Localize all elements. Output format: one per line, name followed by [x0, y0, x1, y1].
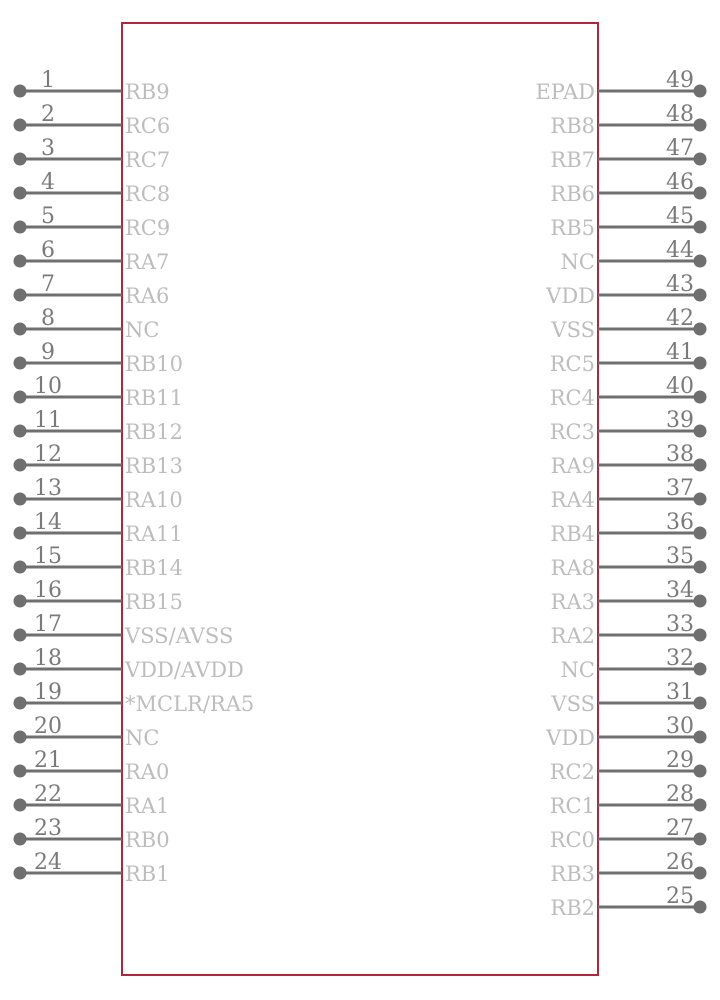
pin-name-label: RC3	[549, 420, 595, 444]
pin-endpoint-dot	[14, 187, 27, 200]
pin-endpoint-dot	[14, 493, 27, 506]
pin-11	[14, 408, 183, 444]
pin-number-label: 47	[666, 136, 694, 161]
pin-number-label: 21	[34, 748, 62, 773]
pin-2	[14, 102, 171, 138]
pin-7	[14, 272, 170, 308]
pin-endpoint-dot	[694, 731, 707, 744]
pin-name-label: RA0	[125, 760, 170, 784]
pin-name-label: RB1	[125, 862, 170, 886]
pin-endpoint-dot	[14, 697, 27, 710]
pin-endpoint-dot	[14, 799, 27, 812]
pin-endpoint-dot	[14, 425, 27, 438]
pin-33	[551, 612, 707, 648]
pin-49	[535, 68, 706, 104]
pin-name-label: RC2	[549, 760, 595, 784]
pin-name-label: VSS	[551, 318, 595, 342]
pin-number-label: 1	[41, 68, 55, 93]
pin-name-label: RA9	[550, 454, 595, 478]
pin-endpoint-dot	[694, 527, 707, 540]
pin-name-label: RB5	[550, 216, 595, 240]
pin-45	[550, 204, 706, 240]
pin-31	[550, 680, 706, 716]
pin-name-label: NC	[560, 658, 595, 682]
pin-48	[550, 102, 706, 138]
pin-name-label: VDD	[546, 284, 595, 308]
pin-name-label: RA11	[125, 522, 183, 546]
pin-number-label: 4	[41, 170, 55, 195]
pin-name-label: RB10	[125, 352, 183, 376]
pin-23	[14, 816, 170, 852]
pin-endpoint-dot	[694, 391, 707, 404]
pin-name-label: RB6	[550, 182, 595, 206]
pin-endpoint-dot	[14, 289, 27, 302]
pin-37	[551, 476, 707, 512]
pin-number-label: 36	[666, 510, 694, 535]
pin-endpoint-dot	[14, 833, 27, 846]
pin-name-label: RC7	[125, 148, 171, 172]
pin-number-label: 35	[666, 544, 694, 569]
pin-number-label: 39	[666, 408, 694, 433]
pin-name-label: NC	[125, 726, 160, 750]
pin-15	[14, 544, 183, 580]
pin-endpoint-dot	[14, 867, 27, 880]
pin-name-label: RA1	[125, 794, 170, 818]
pin-name-label: RC9	[125, 216, 171, 240]
pin-number-label: 32	[666, 646, 694, 671]
pin-name-label: *MCLR/RA5	[125, 692, 255, 716]
pin-name-label: VDD	[546, 726, 595, 750]
pin-name-label: RC1	[549, 794, 595, 818]
pin-name-label: NC	[560, 250, 595, 274]
pin-number-label: 44	[666, 238, 694, 263]
pin-number-label: 41	[666, 340, 694, 365]
pin-number-label: 48	[666, 102, 694, 127]
pin-30	[545, 714, 706, 750]
pin-number-label: 13	[34, 476, 62, 501]
pin-endpoint-dot	[694, 289, 707, 302]
pin-13	[14, 476, 183, 512]
pin-number-label: 31	[666, 680, 694, 705]
pin-name-label: RB13	[125, 454, 183, 478]
pin-number-label: 23	[34, 816, 62, 841]
pin-1	[14, 68, 170, 104]
pin-endpoint-dot	[694, 595, 707, 608]
pin-32	[561, 646, 707, 682]
pin-24	[14, 850, 170, 886]
pin-number-label: 38	[666, 442, 694, 467]
pin-name-label: VDD/AVDD	[125, 658, 244, 682]
pin-endpoint-dot	[694, 799, 707, 812]
pin-number-label: 12	[34, 442, 62, 467]
pin-14	[14, 510, 183, 546]
pin-name-label: RC6	[125, 114, 171, 138]
pin-name-label: RA6	[125, 284, 170, 308]
pin-endpoint-dot	[14, 85, 27, 98]
pin-number-label: 11	[34, 408, 62, 433]
pin-number-label: 24	[34, 850, 62, 875]
pin-name-label: RA2	[550, 624, 595, 648]
pin-name-label: RA10	[125, 488, 183, 512]
left-pin-group	[14, 68, 255, 886]
pin-number-label: 49	[666, 68, 694, 93]
pin-3	[14, 136, 171, 172]
pin-endpoint-dot	[694, 323, 707, 336]
pin-endpoint-dot	[694, 561, 707, 574]
pin-5	[14, 204, 171, 240]
pin-number-label: 28	[666, 782, 694, 807]
pin-number-label: 26	[666, 850, 694, 875]
pin-number-label: 7	[41, 272, 55, 297]
pin-endpoint-dot	[14, 527, 27, 540]
pin-number-label: 33	[666, 612, 694, 637]
pin-name-label: RC4	[549, 386, 595, 410]
pin-number-label: 14	[34, 510, 62, 535]
pin-39	[550, 408, 707, 444]
pin-endpoint-dot	[694, 187, 707, 200]
pin-number-label: 34	[666, 578, 694, 603]
pin-endpoint-dot	[14, 255, 27, 268]
pin-16	[14, 578, 183, 614]
pin-26	[550, 850, 706, 886]
pin-10	[14, 374, 183, 410]
pin-name-label: RC0	[549, 828, 595, 852]
pin-number-label: 6	[41, 238, 55, 263]
pin-name-label: EPAD	[535, 80, 595, 104]
pin-number-label: 46	[666, 170, 694, 195]
pin-36	[550, 510, 706, 546]
pin-number-label: 5	[41, 204, 55, 229]
pin-number-label: 27	[666, 816, 694, 841]
pin-number-label: 17	[34, 612, 62, 637]
pin-endpoint-dot	[694, 629, 707, 642]
pin-endpoint-dot	[694, 153, 707, 166]
pin-17	[14, 612, 234, 648]
pin-endpoint-dot	[14, 731, 27, 744]
pin-name-label: RB8	[550, 114, 595, 138]
pin-name-label: RA4	[550, 488, 595, 512]
pin-endpoint-dot	[14, 391, 27, 404]
pin-endpoint-dot	[14, 595, 27, 608]
pin-endpoint-dot	[14, 357, 27, 370]
pin-27	[550, 816, 707, 852]
pin-number-label: 16	[34, 578, 62, 603]
pin-41	[550, 340, 707, 376]
pin-number-label: 29	[666, 748, 694, 773]
pin-18	[14, 646, 244, 682]
pin-20	[14, 714, 160, 750]
pin-endpoint-dot	[694, 765, 707, 778]
pin-endpoint-dot	[14, 323, 27, 336]
pin-38	[551, 442, 707, 478]
pin-43	[545, 272, 706, 308]
pin-number-label: 8	[41, 306, 55, 331]
pin-endpoint-dot	[14, 119, 27, 132]
pin-number-label: 42	[666, 306, 694, 331]
pin-name-label: RA3	[550, 590, 595, 614]
pin-name-label: RB15	[125, 590, 183, 614]
pin-19	[14, 680, 255, 716]
pin-25	[550, 884, 706, 920]
pin-number-label: 22	[34, 782, 62, 807]
pin-name-label: NC	[125, 318, 160, 342]
pin-endpoint-dot	[14, 561, 27, 574]
pin-8	[14, 306, 160, 342]
pin-endpoint-dot	[14, 765, 27, 778]
pin-name-label: RB11	[125, 386, 183, 410]
pin-name-label: RC5	[549, 352, 595, 376]
pin-name-label: VSS/AVSS	[125, 624, 234, 648]
pin-name-label: RB14	[125, 556, 183, 580]
pin-name-label: RB3	[550, 862, 595, 886]
pin-number-label: 19	[34, 680, 62, 705]
pin-name-label: RB4	[550, 522, 595, 546]
pin-name-label: RB12	[125, 420, 183, 444]
pin-endpoint-dot	[14, 629, 27, 642]
pin-29	[550, 748, 707, 784]
component-body	[122, 23, 598, 975]
pin-number-label: 30	[666, 714, 694, 739]
pin-name-label: RB2	[550, 896, 595, 920]
pin-4	[14, 170, 171, 206]
pin-44	[561, 238, 707, 274]
pin-name-label: VSS	[551, 692, 595, 716]
pin-endpoint-dot	[694, 833, 707, 846]
pin-number-label: 10	[34, 374, 62, 399]
pin-number-label: 15	[34, 544, 62, 569]
pin-6	[14, 238, 170, 274]
pin-endpoint-dot	[694, 459, 707, 472]
pin-endpoint-dot	[14, 459, 27, 472]
pin-endpoint-dot	[14, 153, 27, 166]
pin-42	[550, 306, 706, 342]
pin-number-label: 25	[666, 884, 694, 909]
pin-endpoint-dot	[694, 493, 707, 506]
pin-number-label: 37	[666, 476, 694, 501]
pin-number-label: 2	[41, 102, 55, 127]
pin-9	[14, 340, 183, 376]
pin-name-label: RA7	[125, 250, 170, 274]
pin-endpoint-dot	[694, 357, 707, 370]
pin-21	[14, 748, 170, 784]
pin-endpoint-dot	[694, 255, 707, 268]
pin-name-label: RB7	[550, 148, 595, 172]
pin-46	[550, 170, 706, 206]
right-pin-group	[535, 68, 706, 920]
pin-endpoint-dot	[694, 425, 707, 438]
pin-endpoint-dot	[694, 697, 707, 710]
pin-endpoint-dot	[694, 663, 707, 676]
pin-35	[551, 544, 707, 580]
pin-name-label: RC8	[125, 182, 171, 206]
pin-number-label: 20	[34, 714, 62, 739]
pin-number-label: 43	[666, 272, 694, 297]
pin-34	[551, 578, 707, 614]
pin-endpoint-dot	[694, 221, 707, 234]
pin-name-label: RB0	[125, 828, 170, 852]
pin-endpoint-dot	[14, 221, 27, 234]
pin-number-label: 45	[666, 204, 694, 229]
pin-endpoint-dot	[694, 867, 707, 880]
pin-number-label: 40	[666, 374, 694, 399]
pin-name-label: RB9	[125, 80, 170, 104]
pin-number-label: 9	[41, 340, 55, 365]
pin-40	[550, 374, 707, 410]
pin-name-label: RA8	[550, 556, 595, 580]
pin-endpoint-dot	[694, 85, 707, 98]
pin-endpoint-dot	[694, 119, 707, 132]
pin-47	[550, 136, 706, 172]
pin-endpoint-dot	[14, 663, 27, 676]
pin-22	[14, 782, 170, 818]
pin-endpoint-dot	[694, 901, 707, 914]
pin-number-label: 3	[41, 136, 55, 161]
pin-12	[14, 442, 183, 478]
pin-number-label: 18	[34, 646, 62, 671]
pin-28	[550, 782, 707, 818]
